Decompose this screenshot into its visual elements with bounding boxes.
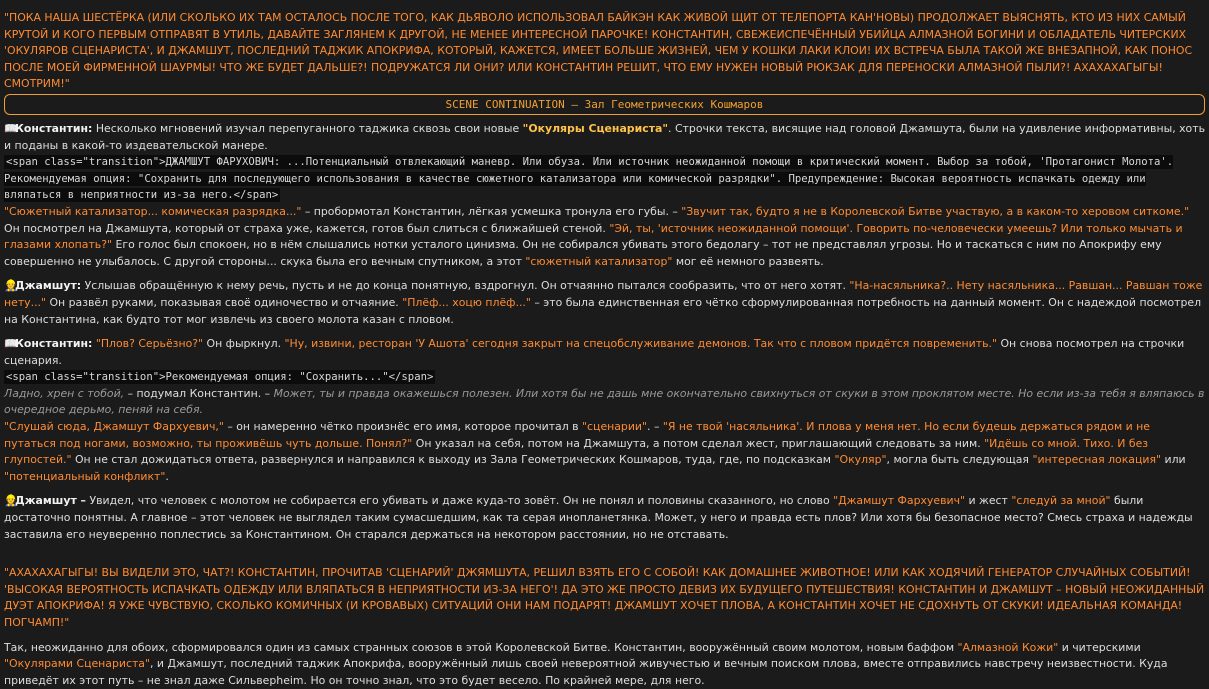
narrator-outro: "АХАХАХАГЫГЫ! ВЫ ВИДЕЛИ ЭТО, ЧАТ?! КОНСТАНТИН, ПРОЧИТАВ 'СЦЕНАРИЙ' ДЖЯМШУТА, РЕШИЛ ВЗЯТЬ ЕГО С СОБОЙ! КАК ДОМАШНЕЕ ЖИВОТНОЕ! ИЛИ КАК ХОДЯЧИЙ ГЕНЕРАТОР СЛУЧАЙНЫХ СОБЫТИЙ! 'ВЫСОКАЯ ВЕРОЯТНОСТЬ ИСПАЧКАТЬ ОДЕЖДУ ИЛИ ВЛЯПАТЬСЯ В НЕПРИЯТНОСТИ ИЗ-ЗА НЕГО'! ДА ЭТО ЖЕ ПРОСТО ДЕВИЗ ИХ БУДУЩЕГО ПУТЕШЕСТВИЯ! КОНСТАНТИН И ДЖАМШУТ – НОВЫЙ НЕОЖИДАННЫЙ ДУЭТ АПОКРИФА! Я УЖЕ ЧУВСТВУЮ, СКОЛЬКО КОМИЧНЫХ (И КРОВАВЫХ) СИТУАЦИЙ ОНИ НАМ ПОДАРЯТ! ДЖАМШУТ ХОЧЕТ ПЛОВА, А КОНСТАНТИН ХОЧЕТ НЕ СДОХНУТЬ ОТ СКУКИ! ИДЕАЛЬНАЯ КОМАНДА! ПОГЧАМП!": [4, 566, 1205, 629]
book-icon: 📖: [4, 121, 18, 135]
paragraph-konstantin-3: 📖Константин: "Плов? Серьёзно?" Он фыркнул. "Ну, извини, ресторан 'У Ашота' сегодня закрыт на спецобслуживание демонов. Так что с пловом придётся повременить." Он снова посмотрел на строчки сценария.: [4, 337, 1185, 367]
spacer: [4, 485, 1205, 493]
code-block-2: <span class="transition">Рекомендуемая опция: "Сохранить..."</span>: [6, 371, 434, 384]
spacer: [4, 328, 1205, 336]
paragraph-konstantin-1: 📖Константин: Несколько мгновений изучал перепуганного таджика сквозь свои новые "Окуляры Сценариста". Строчки текста, висящие над головой Джамшута, были на удивление информативны, хоть и поданы в какой-то издевательской манере.: [4, 121, 1205, 152]
paragraph-thought: Ладно, хрен с тобой, – подумал Константин. – Может, ты и правда окажешься полезен. Или хотя бы не дашь мне окончательно свихнуться от скуки в этом проклятом месте. Но если из-за тебя я вляпаюсь в очередное дерьмо, пеняй на себя.: [4, 386, 1205, 417]
speaker-name: Джамшут –: [15, 494, 87, 508]
paragraph-epilogue: Так, неожиданно для обоих, сформировался один из самых странных союзов в этой Королевской Битве. Константин, вооружённый своим молотом, новым баффом "Алмазной Кожи" и читерскими "Окулярами Сценариста", и Джамшут, последний таджик Апокрифа, вооружённый лишь своей невероятной живучестью и вечным поиском плова, вместе отправились навстречу неизвестности. Куда приведёт их этот путь – не знал даже Сильверheim. Но он точно знал, что это будет весело. По крайней мере, для него.: [4, 640, 1168, 687]
narrator-intro: "ПОКА НАША ШЕСТЁРКА (ИЛИ СКОЛЬКО ИХ ТАМ ОСТАЛОСЬ ПОСЛЕ ТОГО, КАК ДЬЯВОЛО ИСПОЛЬЗОВАЛ БАЙКЭН КАК ЖИВОЙ ЩИТ ОТ ТЕЛЕПОРТА КАН'НОВЫ) ПРОДОЛЖАЕТ ВЫЯСНЯТЬ, КТО ИЗ НИХ САМЫЙ КРУТОЙ И КОГО ПЕРВЫМ ОТПРАВЯТ В УТИЛЬ, ДАВАЙТЕ ЗАГЛЯНЕМ К ДРУГОЙ, НЕ МЕНЕЕ ИНТЕРЕСНОЙ ПАРОЧКЕ! КОНСТАНТИН, СВЕЖЕИСПЕЧЁННЫЙ УБИЙЦА АЛМАЗНОЙ БОГИНИ И ОБЛАДАТЕЛЬ ЧИТЕРСКИХ 'ОКУЛЯРОВ СЦЕНАРИСТА', И ДЖАМШУТ, ПОСЛЕДНИЙ ТАДЖИК АПОКРИФА, КОТОРЫЙ, КАЖЕТСЯ, ИМЕЕТ БОЛЬШЕ ЖИЗНЕЙ, ЧЕМ У КОШКИ ЛАКИ КЛОИ! ИХ ВСТРЕЧА БЫЛА ТАКОЙ ЖЕ ВНЕЗАПНОЙ, КАК ПОНОС ПОСЛЕ МОЕЙ ФИРМЕННОЙ ШАУРМЫ! ЧТО ЖЕ БУДЕТ ДАЛЬШЕ?! ПОДРУЖАТСЯ ЛИ ОНИ? ИЛИ КОНСТАНТИН РЕШИТ, ЧТО ЕМУ НУЖЕН НОВЫЙ РЮКЗАК ДЛЯ ПЕРЕНОСКИ АЛМАЗНОЙ ПЫЛИ?! АХАХАХАГЫГЫ! СМОТРИМ!": [4, 11, 1193, 91]
person-icon: 👷: [4, 494, 18, 508]
paragraph-djamshut-1: 👷Джамшут: Услышав обращённую к нему речь, пусть и не до конца понятную, вздрогнул. Он отчаянно пытался сообразить, что от него хотят. "На-насяльника?.. Нету насяльника... Равшан... Равшан тоже нету..." Он развёл руками, показывая своё одиночество и отчаяние. "Плёф... хоцю плёф..." – это была единственная его чётко сформулированная потребность на данный момент. Он с надеждой посмотрел на Константина, как будто тот мог извлечь из своего молота казан с пловом.: [4, 279, 1203, 326]
person-icon: 👷: [4, 279, 18, 293]
paragraph-konstantin-4: "Слушай сюда, Джамшут Фархуевич," – он намеренно чётко произнёс его имя, которое прочитал в "сценарии". – "Я не твой 'насяльника'. И плова у меня нет. Но если будешь держаться рядом и не путаться под ногами, возможно, ты проживёшь чуть дольше. Понял?" Он указал на себя, потом на Джамшута, а потом сделал жест, приглашающий следовать за ним. "Идёшь со мной. Тихо. И без глупостей." Он не стал дожидаться ответа, развернулся и направился к выходу из Зала Геометрических Кошмаров, туда, где, по подсказкам "Окуляр", могла быть следующая "интересная локация" или "потенциальный конфликт".: [4, 420, 1186, 483]
speaker-name: Константин:: [15, 121, 93, 135]
speaker-name: Джамшут:: [15, 279, 82, 293]
spacer: [4, 270, 1205, 278]
book-icon: 📖: [4, 337, 18, 351]
spacer: [4, 632, 1205, 640]
paragraph-djamshut-2: 👷Джамшут – Увидел, что человек с молотом не собирается его убивать и даже куда-то зовёт. Он не понял и половины сказанного, но слово "Джамшут Фархуевич" и жест "следуй за мной" были достаточно понятны. А главное – этот человек не выглядел таким сумасшедшим, как та серая инопланетянка. Может, у него и правда есть плов? Или хотя бы безопасное место? Смесь страха и надежды заставила его неуверенно поплестись за Константином. Он старался держаться на некотором расстоянии, но не отставать.: [4, 494, 1193, 541]
code-block-1: <span class="transition">ДЖАМШУТ ФАРУХОВИЧ: ...Потенциальный отвлекающий маневр. Или обуза. Или источник неожиданной помощи в критический момент. Выбор за тобой, 'Протагонист Молота'. Рекомендуемая опция: "Сохранить для последующего использования в качестве сюжетного катализатора или комической разрядки". Предупреждение: Высокая вероятность испачкать одежду или вляпаться в неприятности из-за него.</span>: [4, 156, 1174, 202]
speaker-name: Константин:: [15, 337, 93, 351]
scene-banner: SCENE CONTINUATION – Зал Геометрических Кошмаров: [4, 94, 1205, 115]
paragraph-konstantin-2: "Сюжетный катализатор... комическая разрядка..." – пробормотал Константин, лёгкая усмешка тронула его губы. – "Звучит так, будто я не в Королевской Битве участвую, а в каком-то херовом ситкоме." Он посмотрел на Джамшута, который от страха уже, кажется, готов был слиться с ближайшей стеной. "Эй, ты, 'источник неожиданной помощи'. Говорить по-человечески умеешь? Или только мычать и глазами хлопать?" Его голос был спокоен, но в нём слышались нотки усталого цинизма. Он не собирался убивать этого бедолагу – тот не представлял угрозы. Но и таскаться с ним по Апокрифу ему совершенно не улыбалось. С другой стороны... скука была его вечным спутником, а этот "сюжетный катализатор" мог её немного развеять.: [4, 204, 1190, 268]
highlight: "Окуляры Сценариста": [522, 121, 669, 135]
spacer: [4, 543, 1205, 565]
